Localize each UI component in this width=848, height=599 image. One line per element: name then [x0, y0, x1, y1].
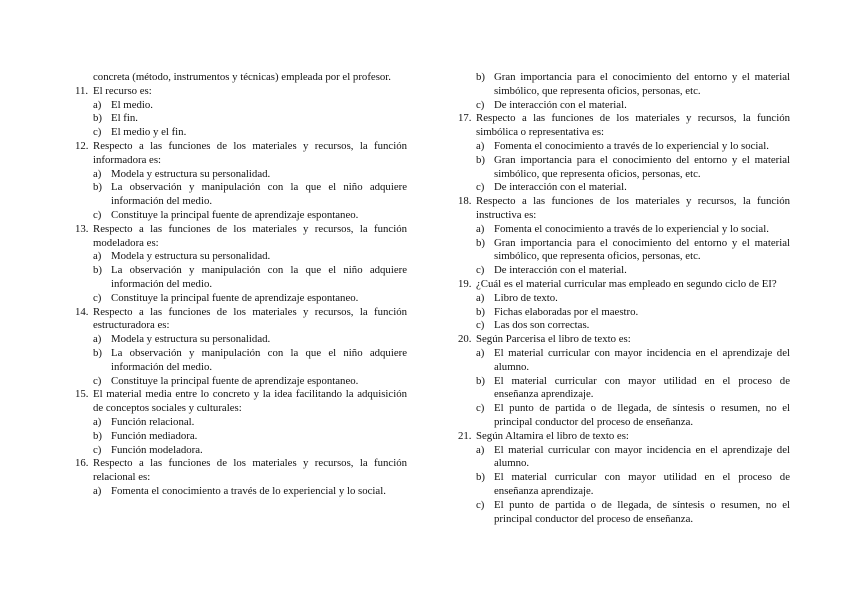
answer-option — [75, 485, 407, 499]
answer-option — [75, 168, 407, 182]
answer-option — [75, 209, 407, 223]
option-letter: b) — [93, 429, 102, 442]
question — [458, 112, 790, 140]
option-text: La observación y manipulación con la que el niño adquiere información del medio. — [111, 181, 407, 208]
option-letter: c) — [93, 443, 102, 456]
option-text: Fomenta el conocimiento a través de lo experiencial y lo social. — [494, 222, 769, 235]
question — [75, 223, 407, 251]
answer-option — [75, 126, 407, 140]
option-text: De interacción con el material. — [494, 98, 627, 111]
question-number: 19. — [458, 277, 472, 290]
question-text: Respecto a las funciones de los materiales y recursos, la función informadora es: — [93, 139, 407, 166]
question — [458, 430, 790, 444]
answer-option — [458, 347, 790, 375]
question-number: 17. — [458, 112, 472, 125]
question-text: Respecto a las funciones de los materiales y recursos, la función simbólica o representativa es: — [476, 112, 790, 139]
option-text: Función mediadora. — [111, 429, 198, 442]
option-letter: a) — [93, 415, 102, 428]
answer-option — [458, 375, 790, 403]
answer-option — [75, 333, 407, 347]
question — [458, 278, 790, 292]
option-letter: c) — [476, 181, 485, 194]
question-text: Según Altamira el libro de texto es: — [476, 429, 629, 442]
answer-option — [75, 250, 407, 264]
option-letter: a) — [476, 443, 485, 456]
option-text: Gran importancia para el conocimiento del entorno y el material simbólico, que representa oficios, personas, etc. — [494, 71, 790, 97]
answer-option — [75, 99, 407, 113]
option-text: Constituye la principal fuente de aprendizaje espontaneo. — [111, 291, 359, 304]
question-text: Respecto a las funciones de los materiales y recursos, la función modeladora es: — [93, 222, 407, 249]
option-text: Modela y estructura su personalidad. — [111, 333, 271, 346]
answer-option — [458, 471, 790, 499]
option-letter: c) — [476, 98, 485, 111]
option-letter: c) — [93, 208, 102, 221]
right-column — [458, 71, 790, 526]
option-letter: b) — [93, 264, 102, 277]
option-text: Función relacional. — [111, 415, 195, 428]
question-text: El material media entre lo concreto y la idea facilitando la adquisición de conceptos sociales y culturales: — [93, 388, 407, 415]
option-letter: c) — [93, 291, 102, 304]
left-column — [75, 71, 407, 499]
option-letter: a) — [93, 98, 102, 111]
option-letter: a) — [93, 333, 102, 346]
question-number: 13. — [75, 222, 89, 235]
option-letter: b) — [93, 181, 102, 194]
option-text: El material curricular con mayor utilidad en el proceso de enseñanza aprendizaje. — [494, 471, 790, 497]
option-letter: a) — [476, 139, 485, 152]
answer-option — [458, 181, 790, 195]
option-letter: a) — [93, 484, 102, 497]
answer-option — [458, 499, 790, 527]
option-text: Fomenta el conocimiento a través de lo experiencial y lo social. — [494, 139, 769, 152]
option-letter: c) — [93, 374, 102, 387]
option-text: Modela y estructura su personalidad. — [111, 250, 271, 263]
question — [75, 388, 407, 416]
question-number: 16. — [75, 457, 89, 470]
question-text: Respecto a las funciones de los materiales y recursos, la función instructiva es: — [476, 195, 790, 221]
option-letter: b) — [476, 305, 485, 318]
option-letter: c) — [476, 319, 485, 332]
answer-option — [458, 99, 790, 113]
question — [458, 195, 790, 223]
option-text: El punto de partida o de llegada, de síntesis o resumen, no el principal conductor del proceso de enseñanza. — [494, 402, 790, 428]
option-text: Constituye la principal fuente de aprendizaje espontaneo. — [111, 374, 359, 387]
answer-option — [458, 264, 790, 278]
answer-option — [458, 71, 790, 99]
question-number: 20. — [458, 333, 472, 346]
answer-option — [458, 319, 790, 333]
option-text: Función modeladora. — [111, 443, 203, 456]
answer-option — [75, 264, 407, 292]
question-number: 14. — [75, 305, 89, 318]
option-letter: c) — [476, 264, 485, 277]
question-text: Respecto a las funciones de los materiales y recursos, la función relacional es: — [93, 457, 407, 484]
answer-option — [458, 402, 790, 430]
answer-option — [75, 444, 407, 458]
question-number: 21. — [458, 429, 472, 442]
option-text: El punto de partida o de llegada, de síntesis o resumen, no el principal conductor del proceso de enseñanza. — [494, 498, 790, 525]
question-number: 15. — [75, 388, 89, 401]
answer-option — [458, 223, 790, 237]
answer-option — [75, 292, 407, 306]
option-letter: b) — [476, 374, 485, 387]
option-letter: b) — [476, 236, 485, 249]
question-text: ¿Cuál es el material curricular mas empleado en segundo ciclo de EI? — [476, 277, 777, 290]
option-text: Las dos son correctas. — [494, 319, 590, 332]
option-text: El medio. — [111, 98, 153, 111]
question — [75, 140, 407, 168]
option-text: Constituye la principal fuente de aprendizaje espontaneo. — [111, 208, 359, 221]
question-text: El recurso es: — [93, 84, 152, 97]
answer-option — [75, 347, 407, 375]
option-letter: b) — [93, 112, 102, 125]
option-letter: a) — [476, 346, 485, 359]
answer-option — [458, 444, 790, 472]
option-letter: a) — [93, 167, 102, 180]
option-text: Fichas elaboradas por el maestro. — [494, 305, 639, 318]
answer-option — [75, 112, 407, 126]
option-letter: c) — [476, 402, 485, 415]
continuation-text: concreta (método, instrumentos y técnicas) empleada por el profesor. — [93, 71, 392, 83]
option-letter: c) — [476, 498, 485, 511]
option-letter: b) — [476, 153, 485, 166]
option-letter: a) — [476, 291, 485, 304]
question — [75, 457, 407, 485]
answer-option — [75, 430, 407, 444]
answer-option — [458, 237, 790, 265]
answer-option — [75, 416, 407, 430]
answer-option — [458, 154, 790, 182]
option-text: De interacción con el material. — [494, 264, 627, 277]
option-text: Modela y estructura su personalidad. — [111, 167, 271, 180]
question-text: Según Parcerisa el libro de texto es: — [476, 333, 631, 346]
option-text: La observación y manipulación con la que el niño adquiere información del medio. — [111, 264, 407, 290]
option-text: De interacción con el material. — [494, 181, 627, 194]
question-text: Respecto a las funciones de los materiales y recursos, la función estructuradora es: — [93, 305, 407, 332]
question-number: 12. — [75, 139, 89, 152]
answer-option — [75, 181, 407, 209]
option-text: Gran importancia para el conocimiento del entorno y el material simbólico, que representa oficios, personas, etc. — [494, 236, 790, 263]
option-letter: c) — [93, 126, 102, 139]
option-text: Libro de texto. — [494, 291, 558, 304]
option-letter: b) — [93, 346, 102, 359]
option-text: La observación y manipulación con la que el niño adquiere información del medio. — [111, 346, 407, 373]
question — [458, 333, 790, 347]
option-text: Fomenta el conocimiento a través de lo experiencial y lo social. — [111, 484, 386, 497]
option-text: El material curricular con mayor utilidad en el proceso de enseñanza aprendizaje. — [494, 374, 790, 401]
question-number: 11. — [75, 84, 89, 97]
option-text: El medio y el fin. — [111, 126, 187, 139]
option-text: El fin. — [111, 112, 138, 125]
option-letter: a) — [476, 222, 485, 235]
question — [75, 306, 407, 334]
answer-option — [75, 375, 407, 389]
option-letter: a) — [93, 250, 102, 263]
question — [75, 85, 407, 99]
option-text: El material curricular con mayor incidencia en el aprendizaje del alumno. — [494, 443, 790, 470]
option-text: Gran importancia para el conocimiento del entorno y el material simbólico, que representa oficios, personas, etc. — [494, 153, 790, 180]
answer-option — [458, 306, 790, 320]
option-text: El material curricular con mayor incidencia en el aprendizaje del alumno. — [494, 346, 790, 373]
answer-option — [458, 292, 790, 306]
answer-option — [458, 140, 790, 154]
option-letter: b) — [476, 71, 485, 83]
option-letter: b) — [476, 471, 485, 484]
question-number: 18. — [458, 195, 472, 208]
